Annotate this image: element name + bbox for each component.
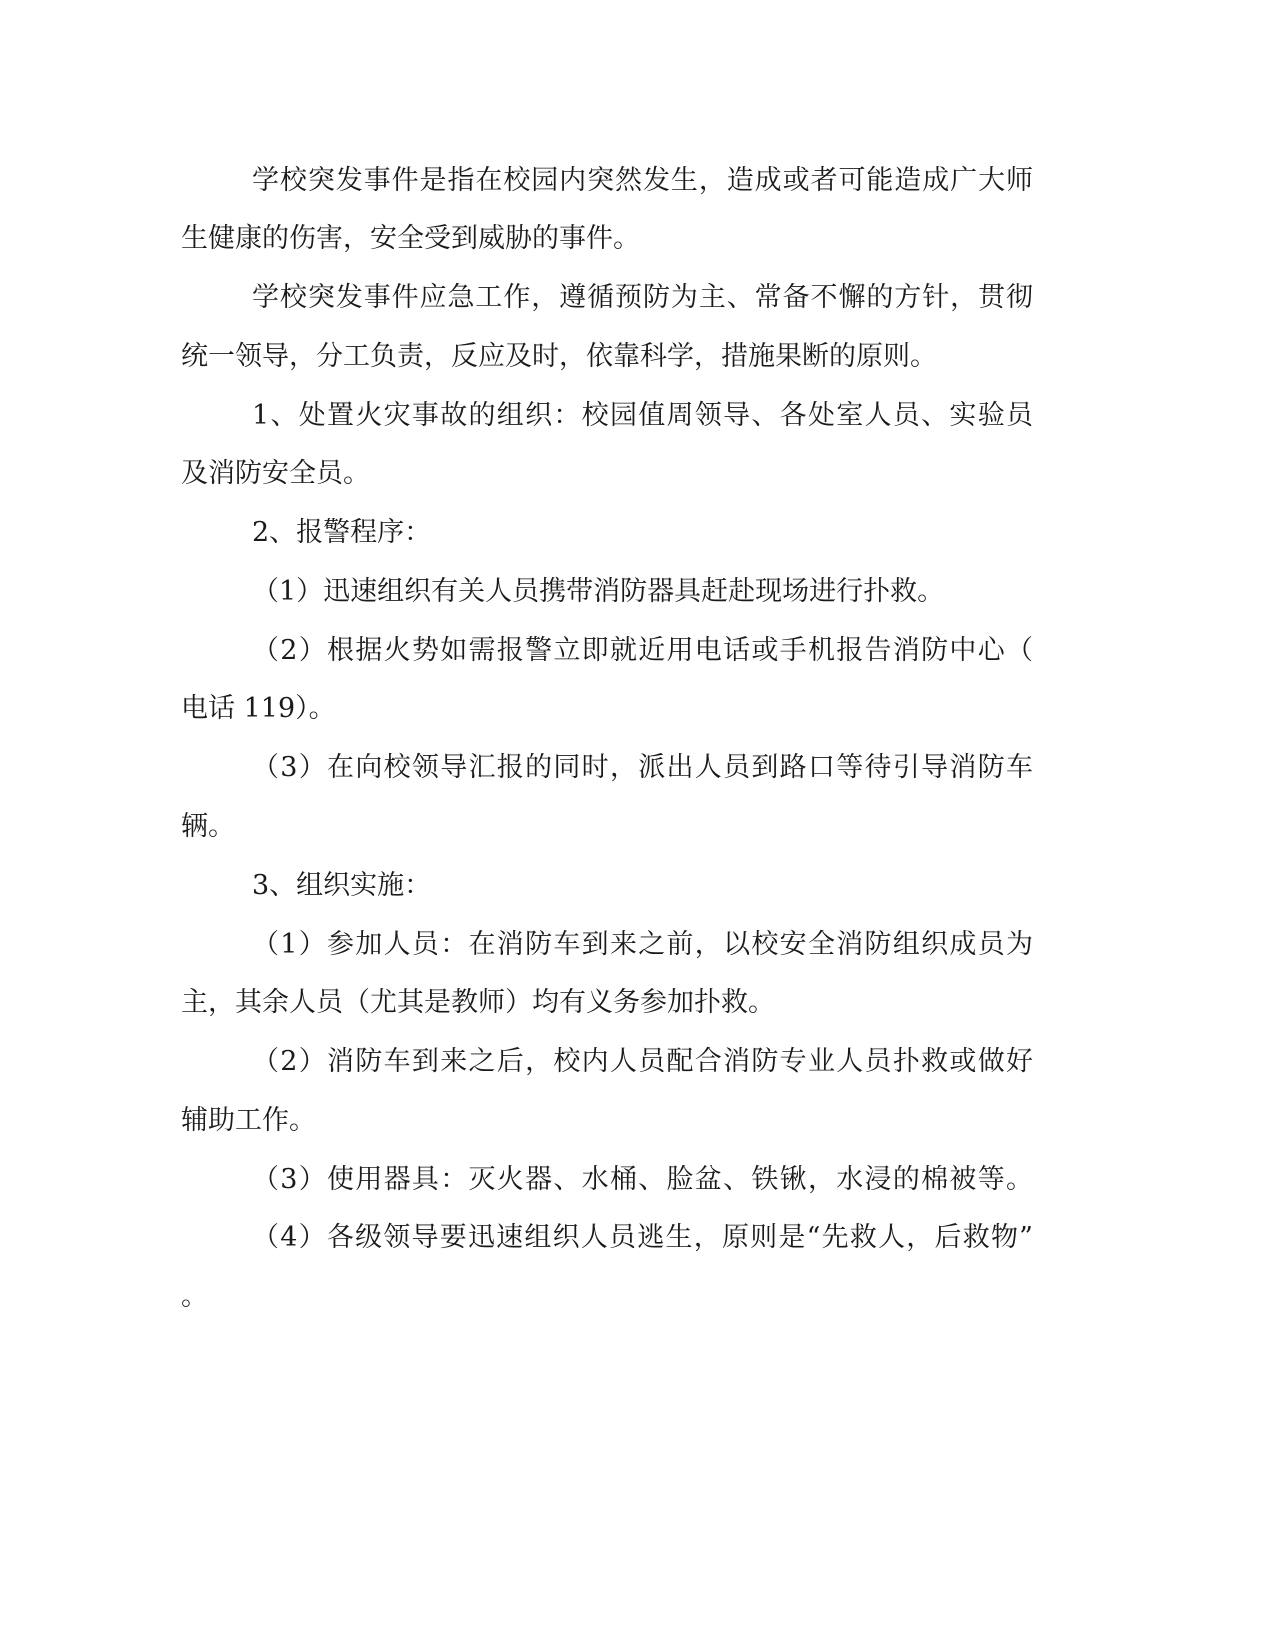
list-item: （1）迅速组织有关人员携带消防器具赶赴现场进行扑救。 (252, 576, 945, 607)
paragraph-line: 学校突发事件是指在校园内突然发生，造成或者可能造成广大师 (252, 165, 1033, 196)
paragraph-line: 生健康的伤害，安全受到威胁的事件。 (181, 223, 640, 254)
section-1-text: 1、处置火灾事故的组织：校园值周领导、各处室人员、实验员 (252, 400, 1033, 431)
list-item-continuation: 。 (181, 1281, 208, 1312)
list-item: （1）参加人员：在消防车到来之前，以校安全消防组织成员为 (252, 929, 1033, 960)
list-item-continuation: 辅助工作。 (181, 1105, 316, 1136)
list-item: （2）根据火势如需报警立即就近用电话或手机报告消防中心（ (252, 635, 1033, 666)
list-item: （4）各级领导要迅速组织人员逃生，原则是“先救人，后救物” (252, 1222, 1033, 1253)
list-item: （2）消防车到来之后，校内人员配合消防专业人员扑救或做好 (252, 1046, 1033, 1077)
paragraph-line: 学校突发事件应急工作，遵循预防为主、常备不懈的方针，贯彻 (252, 282, 1033, 313)
list-item-continuation: 辆。 (181, 811, 235, 842)
list-item: （3）使用器具：灭火器、水桶、脸盆、铁锹，水浸的棉被等。 (252, 1164, 1033, 1195)
paragraph-line: 统一领导，分工负责，反应及时，依靠科学，措施果断的原则。 (181, 341, 937, 372)
list-item: （3）在向校领导汇报的同时，派出人员到路口等待引导消防车 (252, 752, 1033, 783)
section-2-heading: 2、报警程序： (252, 517, 432, 548)
list-item-continuation: 主，其余人员（尤其是教师）均有义务参加扑救。 (181, 987, 775, 1018)
section-1-text: 及消防安全员。 (181, 458, 370, 489)
section-3-heading: 3、组织实施： (252, 870, 432, 901)
list-item-continuation: 电话 119）。 (181, 693, 336, 724)
